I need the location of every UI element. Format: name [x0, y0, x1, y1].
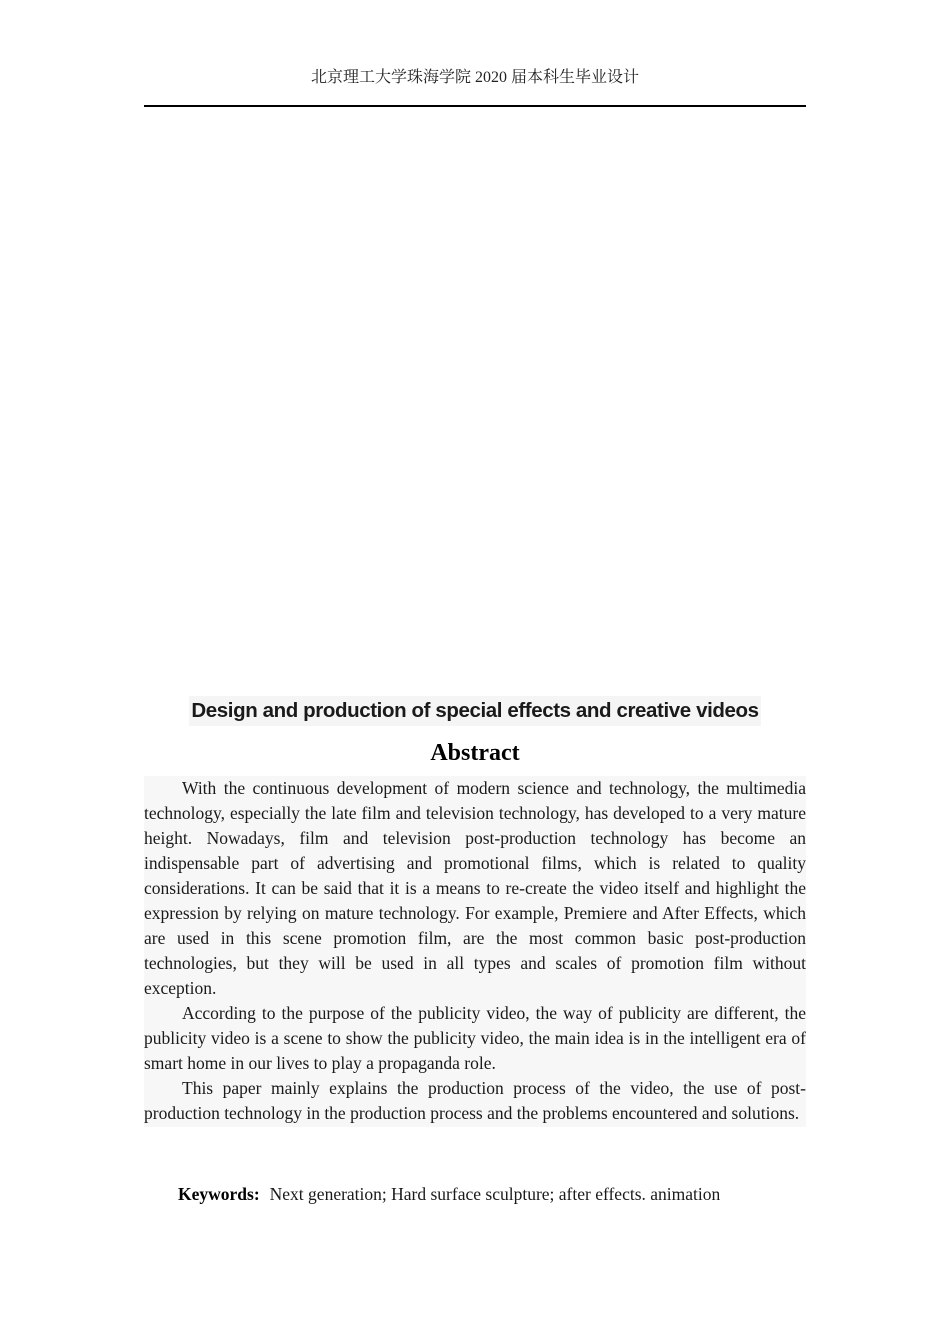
page-header: 北京理工大学珠海学院 2020 届本科生毕业设计 — [310, 69, 639, 86]
abstract-paragraph-3: This paper mainly explains the production process of the video, the use of post-production technology in the production process and the problems encountered and solutions. — [144, 1078, 806, 1123]
english-title: Design and production of special effects and creative videos — [189, 696, 760, 726]
abstract-heading: Abstract — [430, 740, 520, 766]
abstract-paragraph-2: According to the purpose of the publicity video, the way of publicity are different, the publicity video is a scene to show the publicity video, the main idea is in the intelligent era of smart home in our lives to play a propaganda role. — [144, 1003, 806, 1073]
keywords-value: Next generation; Hard surface sculpture; after effects. animation — [269, 1184, 721, 1204]
keywords-label: Keywords: — [178, 1184, 260, 1204]
abstract-paragraph-1: With the continuous development of modern science and technology, the multimedia technology, especially the late film and television technology, has developed to a very mature height. Nowadays, film and television post-production technology has become an indispensable part of advertising and promotional films, which is related to quality considerations. It can be said that it is a means to re-create the video itself and highlight the expression by relying on mature technology. For example, Premiere and After Effects, which are used in this scene promotion film, are the most common basic post-production technologies, but they will be used in all types and scales of promotion film without exception. — [144, 778, 806, 998]
title-container — [144, 696, 806, 726]
header-divider — [144, 105, 806, 107]
keywords-line — [178, 1182, 806, 1207]
abstract-body — [144, 776, 806, 1127]
